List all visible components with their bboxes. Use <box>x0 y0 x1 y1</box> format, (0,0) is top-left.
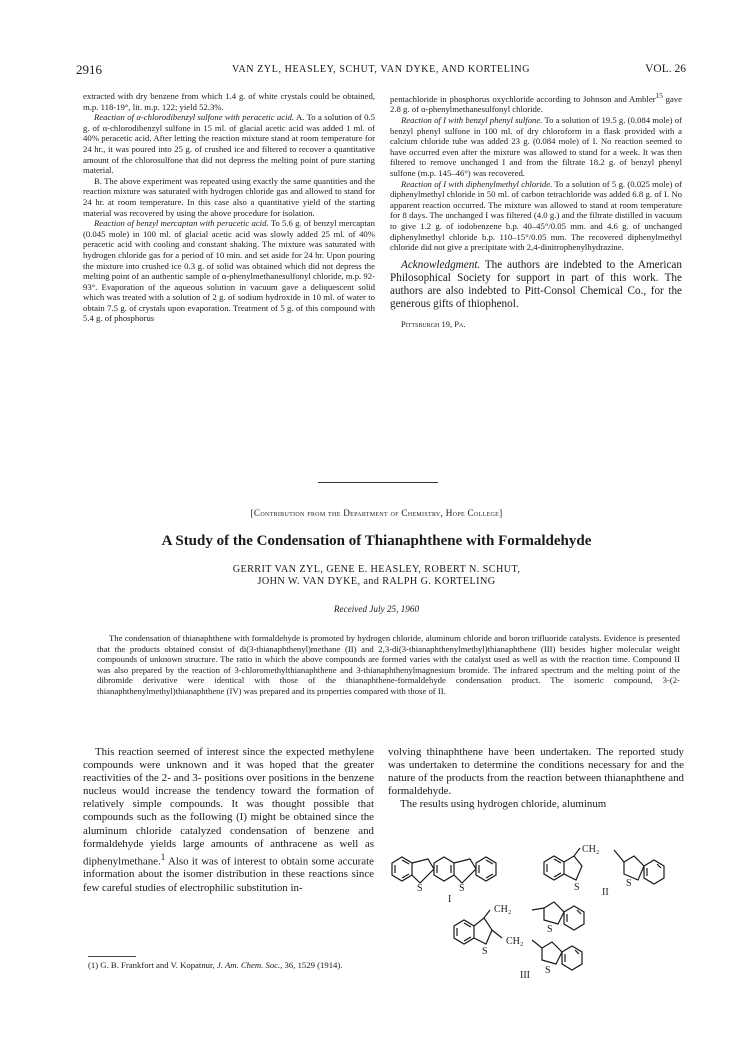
paragraph-heading: Reaction of α-chlorodibenzyl sulfone with peracetic acid. <box>94 112 295 123</box>
footnote <box>88 960 374 971</box>
acknowledgment-heading: Acknowledgment. <box>401 258 481 271</box>
running-title: VAN ZYL, HEASLEY, SCHUT, VAN DYKE, AND KORTELING <box>231 64 531 75</box>
paragraph-text: To a solution of 19.5 g. (0.084 mole) of benzyl phenyl sulfone in 100 ml. of dry chloroform in a flask provided with a calcium chloride tube was added 23 g. (0.084 mole) of I. No reaction seemed to have occurred even after the mixture was allowed to stand for a week. It was then filtered to remove unchanged I and from the filtrate 18.2 g. of benzyl phenyl sulfone (m.p. 145–46°) was recovered. <box>390 115 682 179</box>
sulfur-atom-label: S <box>417 883 423 894</box>
paragraph: The results using hydrogen chloride, aluminum <box>400 798 607 811</box>
sulfur-atom-label: S <box>459 883 465 894</box>
paragraph-text: Also it was of interest to obtain some accurate information about the isomer distribution in these reactions since few careful studies of electrophilic substitution in- <box>83 855 374 894</box>
paragraph <box>83 218 375 324</box>
authors-line-2: JOHN W. VAN DYKE, and RALPH G. KORTELING <box>257 576 496 588</box>
authors-line-1: GERRIT VAN ZYL, GENE E. HEASLEY, ROBERT N. SCHUT, <box>232 564 521 575</box>
sulfur-atom-label: S <box>626 878 632 889</box>
previous-article-right-column <box>390 91 682 329</box>
methylene-label: CH₂ <box>506 936 524 947</box>
paragraph: extracted with dry benzene from which 1.4 g. of white crystals could be obtained, m.p. 118-19°, lit. m.p. 122; yield 52.3%. <box>83 91 375 112</box>
sulfur-atom-label: S <box>547 924 553 935</box>
author-list <box>0 564 753 589</box>
paragraph-text: This reaction seemed of interest since the expected methylene compounds were unknown and it was hoped that the greater reactivities of the 2- and 3- positions over positions in the benzene nucleus would increase the tendency toward the formation of relatively simple compounds. It was thought possible that compounds such as the following (I) might be obtained since the aluminum chloride catalyzed condensation of benzene and formaldehyde yields large amounts of anthracene as well as diphenylmethane. <box>83 746 374 868</box>
compound-label-I: I <box>448 894 452 903</box>
paragraph-text: To 5.6 g. of benzyl mercaptan (0.045 mole) in 100 ml. of glacial acetic acid was slowly added 25 ml. of 40% peracetic acid with cooling and constant shaking. The mixture was saturated with hydrogen chloride gas for a period of 10 min. and set aside for 24 hr. Upon pouring the mixture into crushed ice 0.3 g. of solid was obtained which did not depress the melting point of an authentic sample of α-phenylmethanesulfonyl chloride, m.p. 92-93°. Evaporation of the aqueous solution in vacuum gave a deliquescent solid which was treated with a solution of 2 g. of sodium hydroxide in 10 ml. of water to obtain 7.5 g. of crystals upon evaporation. Treatment of 5 g. of this compound with 5.4 g. of phosphorus <box>83 218 376 324</box>
body-left-column <box>83 746 374 895</box>
article-title: A Study of the Condensation of Thianaphthene with Formaldehyde <box>161 533 592 549</box>
paragraph-text: To a solution of 5 g. (0.025 mole) of diphenylmethyl chloride in 50 ml. of carbon tetrachloride was added 6.8 g. of I. No apparent reaction occurred. The mixture was allowed to stand at room temperature for 8 days. The unchanged I was filtered (4.0 g.) and the filtrate distilled in vacuum to give 1.2 g. of iodobenzene b.p. 40–45°/0.05 mm. and 4.6 g. of unchanged diphenylmethyl chloride b.p. 110–15°/0.05 mm. The recovered diphenylmethyl chloride did not give a precipitate with 2,4-dinitrophenylhydrazine. <box>390 178 683 253</box>
paragraph <box>390 115 682 179</box>
footnote-text: , 36, 1529 (1914). <box>280 960 343 970</box>
journal-name: J. Am. Chem. Soc. <box>216 960 281 970</box>
paragraph: volving thinaphthene have been undertaken. The reported study was undertaken to determine the conditions necessary for and the nature of the products from the reaction between thianaphthene and formaldehyde. <box>388 746 684 798</box>
paragraph-text: gave 2.8 g. of α-phenylmethanesulfonyl chloride. <box>390 93 682 115</box>
structure-I <box>388 843 528 903</box>
structure-II <box>540 840 690 896</box>
methylene-label: CH₂ <box>582 844 600 855</box>
paragraph <box>83 112 375 176</box>
volume-label: VOL. 26 <box>645 63 686 75</box>
section-divider <box>318 482 438 483</box>
abstract: The condensation of thianaphthene with formaldehyde is promoted by hydrogen chloride, aluminum chloride and boron trifluoride catalysts. Evidence is presented that the products obtained consist of di(3-thianaphthenyl)methane (II) and 2,3-di(3-thianaphthenylmethyl)thianaphthene (III) besides higher molecular weight compounds of unknown structure. The ratio in which the above compounds are formed varies with the catalyst used as well as with the reaction time. Compound II was also prepared by the reaction of 3-chloromethylthianaphthene and 3-thianaphthenylmagnesium bromide. The infrared spectrum and the melting point of the dibromide derivative were identical with those of the thianaphthene-formaldehyde condensation product. The isomeric compound, 3-(2-thianaphthenylmethyl)thianaphthene (IV) was prepared and its properties compared with those of II. <box>97 633 680 696</box>
methylene-label: CH₂ <box>494 904 512 915</box>
paragraph: B. The above experiment was repeated using exactly the same quantities and the reaction mixture was saturated with hydrogen chloride gas and allowed to stand for 24 hr. at room temperature. In this case also a quantitative yield of the starting material was recovered by using the above procedure for isolation. <box>83 175 375 218</box>
sulfur-atom-label: S <box>574 882 580 893</box>
contribution-line: [Contribution from the Department of Chemistry, Hope College] <box>250 508 503 518</box>
footnote-rule <box>88 956 136 957</box>
previous-article-left-column <box>83 91 375 324</box>
footnote-text: (1) G. B. Frankfort and V. Kopatnur, <box>88 960 217 970</box>
reference-superscript: 1 <box>160 851 166 862</box>
paragraph-heading: Reaction of benzyl mercaptan with peracetic acid. <box>94 218 269 229</box>
reference-superscript: 15 <box>655 92 663 100</box>
acknowledgment-text: The authors are indebted to the American Philosophical Society for support in part of this work. The authors are also indebted to Pitt-Consol Chemical Co., for the generous gifts of thiophenol. <box>390 258 682 311</box>
acknowledgment <box>390 259 682 312</box>
paragraph-heading: Reaction of I with benzyl phenyl sulfone. <box>401 115 543 126</box>
running-header <box>76 62 686 78</box>
received-date: Received July 25, 1960 <box>333 604 420 614</box>
body-right-column <box>388 746 684 811</box>
paragraph <box>390 91 682 115</box>
sulfur-atom-label: S <box>545 965 551 976</box>
compound-label-III: III <box>520 970 530 980</box>
paragraph-text: A. To a solution of 0.5 g. of α-chlorodibenzyl sulfone in 15 ml. of glacial acetic acid was added 1 ml. of 40% peracetic acid. After letting the reaction mixture stand at room temperature for 24 hr., it was poured into 25 g. of crushed ice and filtered to recover a quantitative amount of the chlorosulfone that did not depress the melting point of pure starting material. <box>83 112 375 176</box>
paragraph <box>390 179 682 253</box>
page-number: 2916 <box>76 62 102 77</box>
paragraph-heading: Reaction of I with diphenylmethyl chloride. <box>401 178 553 189</box>
place-line: Pittsburgh 19, Pa. <box>401 318 466 329</box>
sulfur-atom-label: S <box>482 946 488 957</box>
structure-III <box>450 898 615 980</box>
paragraph-text: pentachloride in phosphorus oxychloride according to Johnson and Ambler <box>390 93 656 104</box>
compound-label-II: II <box>602 887 609 896</box>
paragraph <box>83 746 374 895</box>
